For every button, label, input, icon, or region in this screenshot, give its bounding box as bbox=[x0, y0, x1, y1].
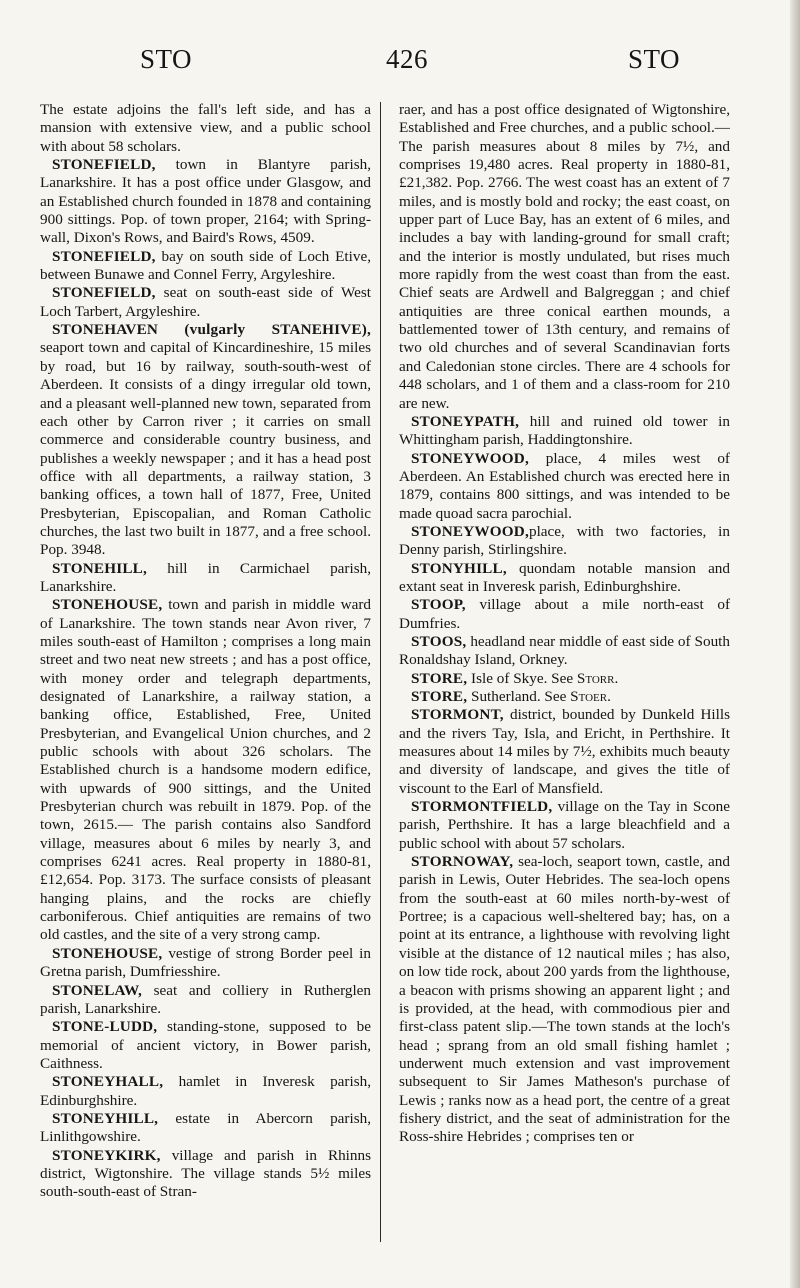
entry-headword: STORMONT, bbox=[411, 706, 504, 724]
entry-text: seaport town and capital of Kincardineshire, 15 miles by road, but 16 by railway, south-south-west of Aberdeen. It consists of a dingy irregular old town, and a pleasant well-planned new town, separated from each other by Carron river ; it carries on small commerce and considerable country business, and publishes a weekly newspaper ; and it has a head post office with all departments, a railway station, 3 banking offices, a town hall of 1877, Free, United Presbyterian, Episcopalian, and Roman Catholic churches, the last two built in 1877, and a free school. Pop. 3948. bbox=[40, 339, 371, 559]
entry-text: village on the Tay in Scone parish, Perthshire. It has a large bleachfield and a public school with about 57 scholars. bbox=[399, 798, 730, 852]
entry-headword: STONELAW, bbox=[52, 981, 143, 999]
entry-headword: STONEYKIRK, bbox=[52, 1146, 161, 1164]
cross-reference: Stoer. bbox=[570, 688, 611, 705]
entry-headword: STORE, bbox=[411, 688, 468, 705]
entry-headword: STONEYHALL, bbox=[52, 1073, 164, 1091]
gazetteer-entry bbox=[399, 450, 730, 523]
entry-text: Sutherland. See bbox=[467, 688, 571, 705]
entry-text: village about a mile north-east of Dumfries. bbox=[399, 596, 730, 632]
entry-headword: STOOS, bbox=[411, 632, 467, 650]
entry-headword: STONEFIELD, bbox=[52, 284, 156, 302]
entry-text: seat on south-east side of West Loch Tarbert, Argyleshire. bbox=[40, 284, 371, 320]
gazetteer-entry bbox=[40, 1110, 371, 1147]
cross-reference: Storr. bbox=[576, 669, 619, 687]
gazetteer-entry bbox=[40, 596, 371, 945]
entry-headword: STONYHILL, bbox=[411, 559, 507, 577]
entry-text: place, with two factories, in Denny parish, Stirlingshire. bbox=[399, 522, 730, 559]
entry-headword: STONEYWOOD, bbox=[411, 449, 529, 467]
gazetteer-entry bbox=[40, 560, 371, 597]
gazetteer-entry bbox=[40, 156, 371, 248]
entry-headword: STOOP, bbox=[411, 596, 466, 614]
gazetteer-entry bbox=[40, 1018, 371, 1073]
entry-text: quondam notable mansion and extant seat in Inveresk parish, Edinburghshire. bbox=[399, 559, 730, 595]
column-rule bbox=[380, 102, 381, 1242]
entry-headword: STONE-LUDD, bbox=[52, 1018, 158, 1036]
gazetteer-entry bbox=[40, 1073, 371, 1110]
gazetteer-entry bbox=[399, 706, 730, 798]
gazetteer-entry bbox=[40, 945, 371, 982]
page-number: 426 bbox=[386, 44, 428, 74]
entry-text: bay on south side of Loch Etive, between Bunawe and Connel Ferry, Argyleshire. bbox=[40, 247, 371, 284]
gazetteer-entry bbox=[399, 853, 730, 1147]
entry-headword: STONEYWOOD, bbox=[411, 522, 529, 540]
gazetteer-entry bbox=[40, 284, 371, 321]
gazetteer-entry bbox=[399, 670, 730, 688]
left-column bbox=[40, 101, 371, 1202]
gazetteer-entry bbox=[399, 798, 730, 853]
entry-headword: STONEHILL, bbox=[52, 559, 147, 577]
entry-text: hamlet in Inveresk parish, Edinburghshire. bbox=[40, 1073, 371, 1109]
entry-headword: STONEFIELD, bbox=[52, 156, 156, 174]
gazetteer-entry bbox=[40, 982, 371, 1019]
entry-headword: STONEFIELD, bbox=[52, 247, 156, 265]
gazetteer-entry bbox=[40, 248, 371, 285]
header-left-guideword: STO bbox=[140, 44, 193, 74]
entry-headword: STORE, bbox=[411, 669, 468, 687]
entry-text: standing-stone, supposed to be memorial of ancient victory, in Bower parish, Caithness. bbox=[40, 1018, 371, 1072]
entry-continuation bbox=[40, 101, 371, 156]
header-right-guideword: STO bbox=[627, 44, 680, 74]
gazetteer-entry bbox=[40, 1147, 371, 1202]
entry-text: vestige of strong Border peel in Gretna parish, Dumfriesshire. bbox=[40, 944, 371, 981]
entry-text: hill in Carmichael parish, Lanarkshire. bbox=[40, 559, 371, 595]
entry-text: village and parish in Rhinns district, Wigtonshire. The village stands 5½ miles south-south-east of Stran- bbox=[40, 1146, 371, 1201]
entry-continuation bbox=[399, 101, 730, 413]
entry-text: town and parish in middle ward of Lanarkshire. The town stands near Avon river, 7 miles south-east of Hamilton ; comprises a long main street and two neat new streets ; and has a post office, with money order and telegraph departments, designated of Lanarkshire, a railway station, a banking office, Established, Free, United Presbyterian, and Evangelical Union churches, and 2 public schools with about 326 scholars. The Established church is a handsome modern edifice, with upwards of 900 sittings, and the United Presbyterian church was rebuilt in 1879. Pop. of the town, 2615.— The parish contains also Sandford village, measures about 6 miles by nearly 3, and comprises 6241 acres. Real property in 1880-81, £12,654. Pop. 3173. The surface consists of pleasant hanging plains, and the rocks are chiefly carboniferous. Chief antiquities are remains of two old castles, and the site of a very strong camp. bbox=[40, 596, 371, 944]
entry-text: sea-loch, seaport town, castle, and parish in Lewis, Outer Hebrides. The sea-loch opens from the south-east at 60 miles north-by-west of Portree; is a capacious well-sheltered bay; has, on a point at its entrance, a lighthouse with revolving light visible at the distance of 12 nautical miles ; has also, on low tide rock, about 200 yards from the lighthouse, a beacon with prisms showing an apparent light ; and is provided, at the head, with commodious pier and first-class patent slip.—The town stands at the loch's head ; sprang from an old small fishing hamlet ; underwent much extension and vast improvement subsequent to Sir James Matheson's purchase of Lewis ; ranks now as a head port, the centre of a great fishery district, and the seat of administration for the Ross-shire Hebrides ; comprises ten or bbox=[399, 853, 730, 1146]
gazetteer-entry bbox=[399, 523, 730, 560]
running-header bbox=[140, 44, 680, 78]
entry-text: Isle of Skye. See bbox=[467, 669, 577, 687]
entry-text: seat and colliery in Rutherglen parish, Lanarkshire. bbox=[40, 981, 371, 1017]
right-column bbox=[399, 101, 730, 1147]
gazetteer-entry bbox=[399, 633, 730, 670]
gazetteer-entry bbox=[399, 413, 730, 450]
entry-text: headland near middle of east side of South Ronaldshay Island, Orkney. bbox=[399, 632, 730, 669]
entry-headword: STORNOWAY, bbox=[411, 853, 514, 871]
entry-text: hill and ruined old tower in Whittingham parish, Haddingtonshire. bbox=[399, 412, 730, 449]
entry-headword: STONEHOUSE, bbox=[52, 596, 163, 614]
entry-headword: STONEYPATH, bbox=[411, 412, 520, 430]
page-edge-shadow bbox=[790, 0, 800, 1288]
entry-headword: STONEHOUSE, bbox=[52, 944, 163, 962]
entry-text: town in Blantyre parish, Lanarkshire. It has a post office under Glasgow, and an Established church founded in 1878 and containing 900 sittings. Pop. of town proper, 2164; with Spring-wall, Dixon's Rows, and Baird's Rows, 4509. bbox=[40, 156, 371, 247]
entry-text: place, 4 miles west of Aberdeen. An Established church was erected here in 1879, contains 800 sittings, and was intended to be made quoad sacra parochial. bbox=[399, 449, 730, 522]
entry-text: raer, and has a post office designated of Wigtonshire, Established and Free churches, and a public school.—The parish measures about 8 miles by 7½, and comprises 19,480 acres. Real property in 1880-81, £21,382. Pop. 2766. The west coast has an extent of 7 miles, and is mostly bold and rocky; the east coast, on upper part of Luce Bay, has an extent of 6 miles, and includes a bay with landing-ground for small craft; and the interior is mostly undulated, but rises much more rapidly from the west coast than from the east. Chief seats are Ardwell and Balgreggan ; and chief antiquities are three conical earthen mounds, a battlemented tower of 13th century, and remains of two old churches and of several Scandinavian forts and Caledonian stone circles. There are 4 schools for 448 scholars, and 1 of them and a class-room for 210 are new. bbox=[399, 101, 730, 412]
gazetteer-entry bbox=[40, 321, 371, 559]
entry-headword: STONEHAVEN (vulgarly STANEHIVE), bbox=[52, 321, 371, 339]
gazetteer-entry bbox=[399, 688, 730, 706]
entry-headword: STORMONTFIELD, bbox=[411, 798, 553, 816]
entry-text: district, bounded by Dunkeld Hills and the rivers Tay, Isla, and Ericht, in Perthshire. It measures about 14 miles by 7½, exhibits much beauty and diversity of landscape, and gives the title of viscount to the Earl of Mansfield. bbox=[399, 706, 730, 797]
gazetteer-entry bbox=[399, 596, 730, 633]
entry-headword: STONEYHILL, bbox=[52, 1109, 159, 1127]
entry-text: estate in Abercorn parish, Linlithgowshire. bbox=[40, 1109, 371, 1146]
gazetteer-entry bbox=[399, 560, 730, 597]
entry-text: The estate adjoins the fall's left side, and has a mansion with extensive view, and a public school with about 58 scholars. bbox=[40, 101, 371, 155]
